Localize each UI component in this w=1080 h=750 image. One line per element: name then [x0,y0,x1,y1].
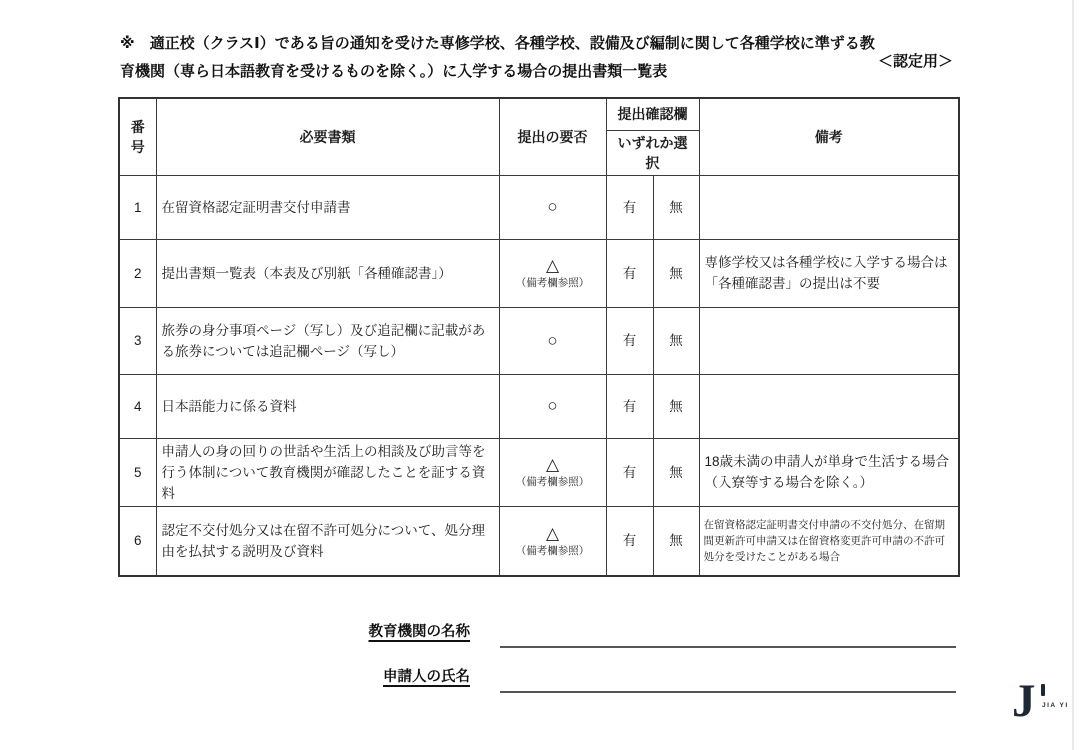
submission-mark-cell [499,239,606,307]
certification-tag: ＜認定用＞ [878,53,954,70]
submission-note: （備考欄参照） [515,476,590,488]
applicant-name-label: 申請人の氏名 [383,669,470,685]
row-number: 1 [119,175,156,239]
option-no-cell[interactable]: 無 [653,175,699,239]
remarks-cell [699,374,959,438]
submission-mark: △ [545,523,560,543]
remarks-cell: 在留資格認定証明書交付申請の不交付処分、在留期間更新許可申請又は在留資格変更許可申請の不許可処分を受けたことがある場合 [699,506,959,576]
institution-name-line[interactable] [500,620,956,648]
table-row [119,374,959,438]
document-name: 旅券の身分事項ページ（写し）及び追記欄に記載がある旅券については追記欄ページ（写し） [156,307,499,374]
col-header-submission-required: 提出の要否 [499,98,606,175]
col-header-select-one: いずれか選択 [606,130,699,175]
col-header-confirmation: 提出確認欄 [606,98,699,130]
document-name: 認定不交付処分又は在留不許可処分について、処分理由を払拭する説明及び資料 [156,506,499,576]
col-header-number: 番号 [119,98,156,175]
option-yes-cell[interactable]: 有 [606,374,653,438]
row-number: 2 [119,239,156,307]
logo-letter: J [1012,675,1036,727]
col-header-documents: 必要書類 [156,98,499,175]
option-no-cell[interactable]: 無 [653,239,699,307]
document-name: 提出書類一覧表（本表及び別紙「各種確認書」） [156,239,499,307]
document-name: 申請人の身の回りの世話や生活上の相談及び助言等を行う体制について教育機関が確認したことを証する資料 [156,438,499,506]
submission-mark: ○ [547,330,558,350]
applicant-name-line[interactable] [500,665,956,693]
submission-mark: △ [545,256,560,275]
table-row [119,239,959,307]
option-yes-cell[interactable]: 有 [606,239,653,307]
option-no-cell[interactable]: 無 [653,374,699,438]
table-row [119,506,959,576]
table-row [119,175,959,239]
submission-mark-cell [499,506,606,576]
page-edge-line [1072,0,1074,750]
submission-note: （備考欄参照） [515,277,590,289]
row-number: 6 [119,506,156,576]
option-yes-cell[interactable]: 有 [606,307,653,374]
row-number: 5 [119,438,156,506]
remarks-cell [699,307,959,374]
submission-mark: ○ [547,197,558,216]
option-no-cell[interactable]: 無 [653,506,699,576]
remarks-cell: 専修学校又は各種学校に入学する場合は「各種確認書」の提出は不要 [699,239,959,307]
option-yes-cell[interactable]: 有 [606,175,653,239]
documents-table [118,97,960,577]
logo-text: JIA YI [1042,702,1069,709]
remarks-cell: 18歳未満の申請人が単身で生活する場合（入寮等する場合を除く。） [699,438,959,506]
row-number: 3 [119,307,156,374]
submission-mark-cell [499,307,606,374]
document-name: 在留資格認定証明書交付申請書 [156,175,499,239]
logo-apostrophe-mark [1041,684,1045,696]
institution-name-label: 教育機関の名称 [368,624,470,640]
table-header-row [119,98,959,130]
option-yes-cell[interactable]: 有 [606,506,653,576]
document-name: 日本語能力に係る資料 [156,374,499,438]
table-row [119,307,959,374]
submission-note: （備考欄参照） [515,544,590,557]
row-number: 4 [119,374,156,438]
page-title: ※ 適正校（クラスⅠ）である旨の通知を受けた専修学校、各種学校、設備及び編制に関して各種学校に準ずる教育機関（専ら日本語教育を受けるものを除く。）に入学する場合の提出書類一覧表 [120,35,875,80]
option-yes-cell[interactable]: 有 [606,438,653,506]
submission-mark-cell [499,438,606,506]
submission-mark: ○ [547,396,558,415]
option-no-cell[interactable]: 無 [653,307,699,374]
submission-mark: △ [545,455,560,474]
submission-mark-cell [499,175,606,239]
jiayi-logo [1008,675,1072,738]
submission-mark-cell [499,374,606,438]
remarks-cell [699,175,959,239]
option-no-cell[interactable]: 無 [653,438,699,506]
table-row [119,438,959,506]
col-header-remarks: 備考 [699,98,959,175]
